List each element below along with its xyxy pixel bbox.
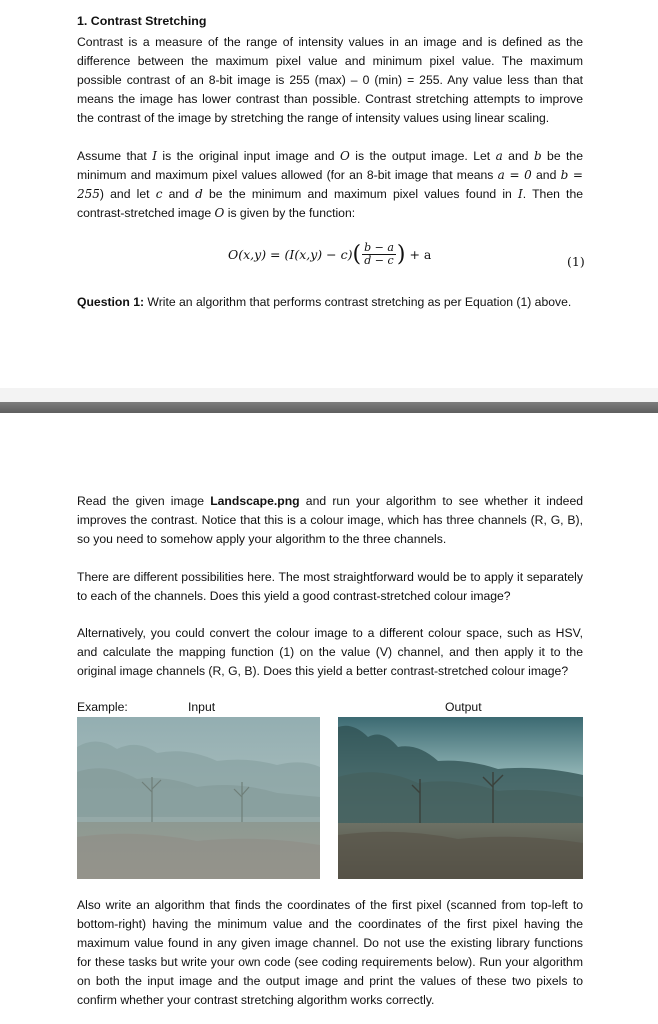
read-paragraph: Read the given image Landscape.png and run your algorithm to see whether it indeed improves the contrast. Notice that this is a colour image, which has three channels (R, G, B), so you need to somehow apply your algorithm to the three channels. <box>77 494 584 546</box>
page-1 <box>0 0 658 388</box>
page-divider <box>0 402 658 413</box>
also-paragraph: Also write an algorithm that finds the coordinates of the first pixel (scanned from top-left to bottom-right) having the minimum value and the coordinates of the first pixel having the maximum value found in any given image channel. Do not use the existing library functions for these tasks but write your own code (see coding requirements below). Run your algorithm on both the input image and the output image and print the values of these two pixels to confirm whether your contrast stretching algorithm works correctly. <box>77 898 583 1007</box>
input-label: Input <box>188 700 216 714</box>
equation-number: (1) <box>567 254 585 269</box>
question-1: Question 1: Write an algorithm that performs contrast stretching as per Equation (1) above. <box>77 295 572 309</box>
alternatively-paragraph: Alternatively, you could convert the colour image to a different colour space, such as HSV, and calculate the mapping function (1) on the value (V) channel, and then apply it to the original image channels (R, G, B). Does this yield a better contrast-stretched colour image? <box>77 626 583 678</box>
example-label: Example: <box>77 700 128 714</box>
intro-paragraph: Contrast is a measure of the range of intensity values in an image and is defined as the difference between the maximum pixel value and minimum pixel value. The maximum possible contrast of an 8-bit image is 255 (max) – 0 (min) = 255. Any value less than that means the image has lower contrast than possible. Contrast stretching attempts to improve the contrast of the image by stretching the range of intensity values using linear scaling. <box>77 35 583 125</box>
section-title: 1. Contrast Stretching <box>77 14 207 28</box>
equation-fraction: $\frac{b - a}{d - c}$ <box>364 241 394 267</box>
output-image <box>338 717 583 879</box>
page-gap <box>0 388 658 402</box>
output-label: Output <box>445 700 482 714</box>
possibilities-paragraph: There are different possibilities here. The most straightforward would be to apply it separately to each of the channels. Does this yield a good contrast-stretched colour image? <box>77 570 583 603</box>
assume-paragraph: Assume that I is the original input image and O is the output image. Let a and b be the minimum and maximum pixel values allowed (for an 8-bit image that means a = 0 and b = 255) and let c and d be the minimum and maximum pixel values found in I. Then the contrast-stretched image O is given by the function: <box>77 149 583 220</box>
contrast-equation: O(x,y) = (I(x,y) − c) ( $\frac{b - a}{d - c}$ ) + a <box>228 241 432 267</box>
input-image <box>77 717 320 879</box>
